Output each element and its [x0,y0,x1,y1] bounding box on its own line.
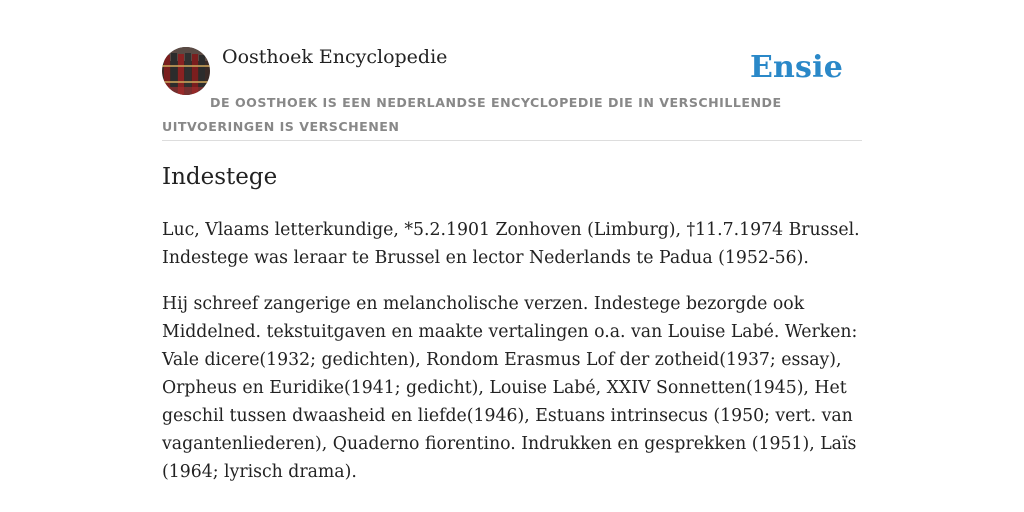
page-container [162,0,862,482]
brand-logo[interactable]: Ensie [749,50,843,85]
encyclopedia-books-icon [162,47,210,95]
source-tagline: DE OOSTHOEK IS EEN NEDERLANDSE ENCYCLOPEDIE DIE IN VERSCHILLENDE UITVOERINGEN IS VERSCHENEN [162,95,782,134]
entry-title: Indestege [162,164,278,190]
entry-paragraph: Hij schreef zangerige en melancholische verzen. Indestege bezorgde ook Middelned. tekstuitgaven en maakte vertalingen o.a. van Louise Labé. Werken: Vale dicere(1932; gedichten), Rondom Erasmus Lof der zotheid(1937; essay), Orpheus en Euridike(1941; gedicht), Louise Labé, XXIV Sonnetten(1945), Het geschil tussen dwaasheid en liefde(1946), Estuans intrinsecus (1950; vert. van vagantenliederen), Quaderno fiorentino. Indrukken en gesprekken (1951), Laïs (1964; lyrisch drama). [162,294,858,482]
entry-paragraph: Luc, Vlaams letterkundige, *5.2.1901 Zonhoven (Limburg), †​11.7.1974 Brussel. Indestege was leraar te Brussel en lector Nederlands te Padua (1952-56). [162,220,860,268]
entry-body [162,216,862,504]
source-avatar[interactable] [162,47,210,95]
source-title[interactable]: Oosthoek Encyclopedie [222,46,448,68]
source-header [162,0,862,141]
